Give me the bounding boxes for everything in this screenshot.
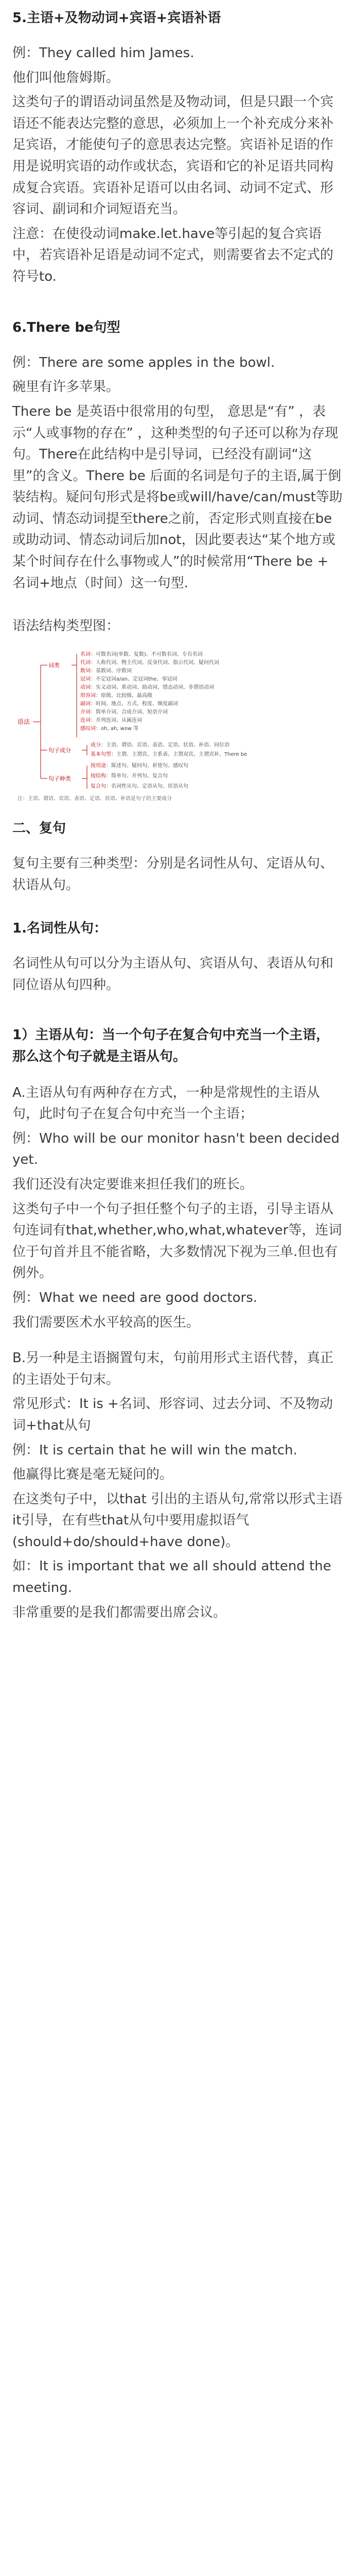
noun-clause-intro-paragraph: 名词性从句可以分为主语从句、宾语从句、表语从句和同位语从句四种。 <box>12 956 334 993</box>
diagram-branch: 词类 <box>48 662 60 669</box>
example-translation: 碗里有许多苹果。 <box>12 379 120 395</box>
diagram-leaf: 动词：实义动词、系动词、助动词、情态动词、非谓语动词 <box>80 684 214 690</box>
diagram-leaf: 名词：可数名词(单数、复数)、不可数名词、专有名词 <box>80 651 203 657</box>
diagram-leaf: 成分：主语、谓语、宾语、表语、定语、状语、补语、同位语 <box>91 742 229 748</box>
section-title-5: 5.主语+及物动词+宾语+宾语补语 <box>12 10 221 26</box>
diagram-leaf: 按用途：陈述句、疑问句、祈使句、感叹句 <box>91 762 188 769</box>
example-sentence: 如：It is important that we all should attend the meeting. <box>12 1558 331 1596</box>
diagram-leaf: 介词：简单介词、合成介词、短语介词 <box>80 709 168 715</box>
subject-clause-heading: 1）主语从句：当一个句子在复合句中充当一个主语，那么这个句子就是主语从句。 <box>12 1027 330 1064</box>
diagram-footer-note: 注：主语、谓语、宾语、表语、定语、状语、补语是句子的主要成分 <box>17 795 172 802</box>
section-title-6: 6.There be句型 <box>12 319 120 335</box>
example-translation: 他赢得比赛是毫无疑问的。 <box>12 1467 173 1483</box>
example-translation: 他们叫他詹姆斯。 <box>12 70 120 86</box>
subject-clause-paragraph-b: B.另一种是主语搁置句末，句前用形式主语代替，真正的主语处于句末。 <box>12 1350 334 1387</box>
example-sentence: 例：There are some apples in the bowl. <box>12 354 275 370</box>
common-form-line: 常见形式：It is +名词、形容词、过去分词、不及物动词+that从句 <box>12 1396 333 1433</box>
diagram-branch: 句子种类 <box>48 775 71 782</box>
explanation-paragraph: There be 是英语中很常用的句型， 意思是“有” ，表示“人或事物的存在” ，这种类型的句子还可以称为存现句。There在此结构中是引导词，已经没有副词“这里”的含义。There be 后面的名词是句子的主语,属于倒装结构。疑问句形式是将be或will/have/can/must等助动词、情态动词提至there之前，否定形式则直接在be或助动词、情态动词后加not，因此要表达“某个地方或某个时间存在什么事物或人”的时候常用“There be + 名词+地点（时间）这一句型. <box>12 403 343 591</box>
diagram-leaf: 副词：时间、地点、方式、程度、频度副词 <box>80 701 178 707</box>
diagram-leaf: 基本句型：主谓、主谓宾、主系表、主谓双宾、主谓宾补、There be <box>91 751 247 757</box>
explanation-paragraph: 在这类句子中，以that 引出的主语从句,常常以形式主语it引导，在有些that从句中要用虚拟语气(should+do/should+have done)。 <box>12 1491 343 1550</box>
diagram-root: 语法 <box>17 718 30 725</box>
explanation-paragraph: 这类句子中一个句子担任整个句子的主语，引导主语从句连词有that,whether,who,what,whatever等，连词位于句首并且不能省略，大多数情况下视为三单.但也有例外。 <box>12 1201 342 1281</box>
section-title-compound: 二、复句 <box>12 820 66 836</box>
diagram-leaf: 感叹词：oh, ah, wow 等 <box>80 725 139 732</box>
grammar-structure-diagram <box>12 650 343 804</box>
diagram-leaf: 按结构：简单句、并列句、复合句 <box>91 773 168 779</box>
diagram-leaf: 连词：并列连词、从属连词 <box>80 717 142 723</box>
example-sentence: 例：What we need are good doctors. <box>12 1290 258 1306</box>
diagram-intro: 语法结构类型图： <box>12 618 120 634</box>
diagram-branch: 句子成分 <box>48 747 71 754</box>
compound-intro-paragraph: 复句主要有三种类型：分别是名词性从句、定语从句、状语从句。 <box>12 855 334 893</box>
example-translation: 我们还没有决定要谁来担任我们的班长。 <box>12 1176 254 1192</box>
example-sentence: 例：They called him James. <box>12 45 194 61</box>
subject-clause-paragraph: A.主语从句有两种存在方式，一种是常规性的主语从句，此时句子在复合句中充当一个主语； <box>12 1084 320 1122</box>
example-translation: 非常重要的是我们都需要出席会议。 <box>12 1604 227 1620</box>
diagram-leaf: 冠词：不定冠词a/an、定冠词the、零冠词 <box>80 676 177 682</box>
note-paragraph: 注意：在使役动词make.let.have等引起的复合宾语中，若宾语补足语是动词不定式，则需要省去不定式的符号to. <box>12 226 334 285</box>
explanation-paragraph: 这类句子的谓语动词虽然是及物动词，但是只跟一个宾语还不能表达完整的意思，必须加上一个补充成分来补足宾语，才能使句子的意思表达完整。宾语补足语的作用是说明宾语的动作或状态，宾语和它的补足语共同构成复合宾语。宾语补足语可以由名词、动词不定式、形容词、副词和介词短语充当。 <box>12 94 334 217</box>
section-title-noun-clause: 1.名词性从句： <box>12 921 107 937</box>
diagram-leaf: 数词：基数词、序数词 <box>80 668 132 674</box>
diagram-leaf: 复合句：名词性从句、定语从句、状语从句 <box>91 783 188 789</box>
example-translation: 我们需要医术水平较高的医生。 <box>12 1314 200 1330</box>
example-sentence: 例：It is certain that he will win the match. <box>12 1442 297 1458</box>
diagram-leaf: 形容词：原级、比较级、最高级 <box>80 692 152 699</box>
example-sentence: 例：Who will be our monitor hasn't been decided yet. <box>12 1130 340 1168</box>
diagram-leaf: 代词：人称代词、物主代词、反身代词、指示代词、疑问代词 <box>80 659 219 666</box>
